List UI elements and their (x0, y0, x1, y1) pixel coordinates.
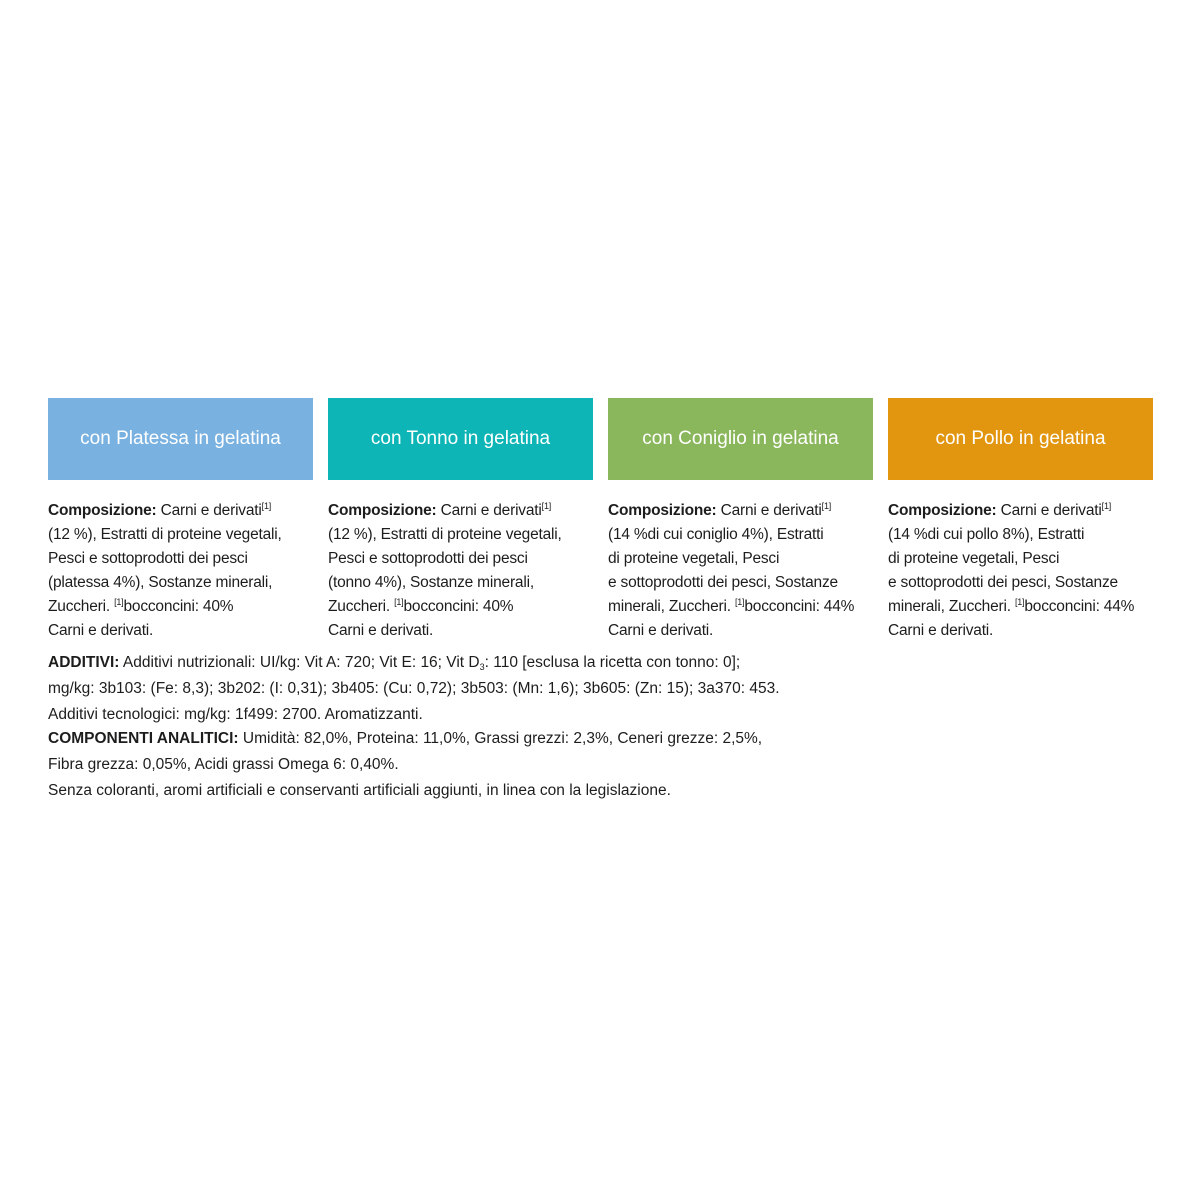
composition-heading: Composizione: (888, 502, 997, 519)
footnote-ref: [1] (114, 597, 124, 607)
footnote-ref: [1] (1014, 597, 1025, 607)
composition-text: (12 %), Estratti di proteine vegetali, (48, 526, 282, 543)
additivi-text: Additivi tecnologici: mg/kg: 1f499: 2700. Aromatizzanti. (48, 706, 423, 723)
additivi-text: : 110 [esclusa la ricetta con tonno: 0]; (484, 654, 741, 671)
composition-text: minerali, Zuccheri. (608, 598, 735, 615)
additivi-heading: ADDITIVI: (48, 654, 120, 671)
composition-text: e sottoprodotti dei pesci, Sostanze (888, 574, 1118, 591)
footer-note (48, 778, 1158, 804)
composition-text: Carni e derivati (436, 502, 542, 519)
composition-text: (14 %di cui coniglio 4%), Estratti (608, 526, 824, 543)
banner-label: con Pollo in gelatina (935, 428, 1106, 449)
composition-text: Carni e derivati (996, 502, 1102, 519)
additivi-section (48, 650, 1158, 728)
banner-label: con Tonno in gelatina (370, 428, 551, 449)
componenti-text: Fibra grezza: 0,05%, Acidi grassi Omega 6: 0,40%. (48, 756, 399, 773)
composition-text: (platessa 4%), Sostanze minerali, (48, 574, 273, 591)
footnote-ref: [1] (261, 501, 272, 511)
composition-text: Pesci e sottoprodotti dei pesci (48, 550, 248, 567)
banner-label: con Platessa in gelatina (80, 428, 281, 449)
composition-text: minerali, Zuccheri. (888, 598, 1015, 615)
composition-text: Carni e derivati. (328, 622, 434, 639)
subscript: 3 (479, 662, 485, 672)
composition-text: Carni e derivati (156, 502, 262, 519)
composition-text: Carni e derivati. (608, 622, 714, 639)
composition-text: Zuccheri. (328, 598, 395, 615)
banner-platessa (48, 398, 313, 480)
composition-coniglio (608, 499, 876, 643)
footnote-ref: [1] (734, 597, 745, 607)
additivi-text: Additivi nutrizionali: UI/kg: Vit A: 720; Vit E: 16; Vit D (119, 654, 480, 671)
banner-tonno (328, 398, 593, 480)
composition-heading: Composizione: (48, 502, 157, 519)
composition-text: Carni e derivati (716, 502, 822, 519)
composition-text: Carni e derivati. (48, 622, 154, 639)
composition-heading: Composizione: (328, 502, 437, 519)
composition-text: Carni e derivati. (888, 622, 994, 639)
composition-platessa (48, 499, 316, 643)
banner-coniglio (608, 398, 873, 480)
composition-pollo (888, 499, 1156, 643)
composition-text: Pesci e sottoprodotti dei pesci (328, 550, 528, 567)
banner-pollo (888, 398, 1153, 480)
composition-text: e sottoprodotti dei pesci, Sostanze (608, 574, 838, 591)
footnote-ref: [1] (394, 597, 404, 607)
footnote-ref: [1] (821, 501, 832, 511)
composition-heading: Composizione: (608, 502, 717, 519)
composition-text: bocconcini: 44% (1024, 598, 1135, 615)
composition-text: bocconcini: 44% (744, 598, 855, 615)
banner-label: con Coniglio in gelatina (642, 428, 839, 449)
composition-tonno (328, 499, 596, 643)
footnote-ref: [1] (541, 501, 552, 511)
componenti-text: Umidità: 82,0%, Proteina: 11,0%, Grassi grezzi: 2,3%, Ceneri grezze: 2,5%, (238, 730, 763, 747)
composition-text: Zuccheri. (48, 598, 115, 615)
composition-text: di proteine vegetali, Pesci (608, 550, 780, 567)
composition-text: (tonno 4%), Sostanze minerali, (328, 574, 534, 591)
composition-text: bocconcini: 40% (403, 598, 514, 615)
footnote-ref: [1] (1101, 501, 1112, 511)
composition-text: di proteine vegetali, Pesci (888, 550, 1060, 567)
componenti-analitici-section (48, 726, 1158, 778)
composition-text: (12 %), Estratti di proteine vegetali, (328, 526, 562, 543)
composition-text: (14 %di cui pollo 8%), Estratti (888, 526, 1085, 543)
additivi-text: mg/kg: 3b103: (Fe: 8,3); 3b202: (I: 0,31); 3b405: (Cu: 0,72); 3b503: (Mn: 1,6); 3b605: (Zn: 15); 3a370: 453. (48, 680, 780, 697)
footer-text: Senza coloranti, aromi artificiali e conservanti artificiali aggiunti, in linea con la legislazione. (48, 782, 671, 799)
composition-text: bocconcini: 40% (123, 598, 234, 615)
componenti-heading: COMPONENTI ANALITICI: (48, 730, 239, 747)
